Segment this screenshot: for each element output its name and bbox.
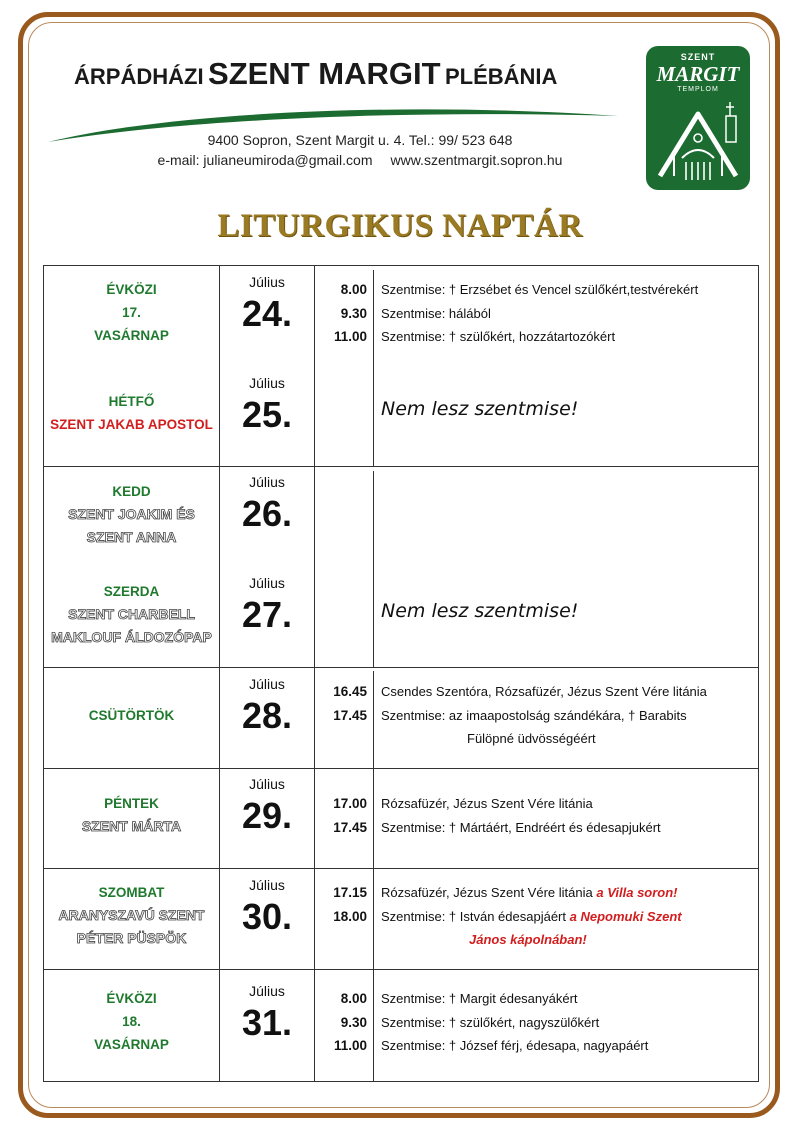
entries-28: Csendes Szentóra, Rózsafüzér, Jézus Szent Vére litánia Szentmise: az imaapostolság szándékára, † Barabits Fülöpné üdvösségéért (381, 684, 707, 746)
date-26: Július 26. (241, 474, 293, 534)
date-31: Július 31. (241, 983, 293, 1043)
calendar-heading: LITURGIKUS NAPTÁR (217, 208, 583, 244)
day-label-30: SZOMBAT ARANYSZAVÚ SZENT PÉTER PÜSPÖK (58, 885, 205, 946)
date-30: Július 30. (241, 877, 293, 937)
logo-line-2: MARGIT (656, 62, 740, 86)
times-30: 17.15 18.00 (333, 885, 367, 924)
date-29: Július 29. (241, 776, 293, 836)
times-29: 17.00 17.45 (333, 796, 367, 835)
parish-title (74, 56, 634, 92)
no-mass-note-25: Nem lesz szentmise! (381, 398, 579, 420)
day-label-28: CSÜTÖRTÖK (88, 708, 175, 723)
day-label-24: ÉVKÖZI 17. VASÁRNAP (94, 282, 169, 343)
schedule-table (43, 265, 759, 1082)
entries-30: Rózsafüzér, Jézus Szent Vére litánia a Villa soron! Szentmise: † István édesapjáért a Nepomuki Szent János kápolnában! (381, 885, 682, 947)
day-label-29: PÉNTEK SZENT MÁRTA (81, 796, 182, 834)
church-logo (646, 46, 750, 190)
postal-address: 9400 Sopron, Szent Margit u. 4. Tel.: 99/ 523 648 (207, 132, 513, 148)
title-suffix: PLÉBÁNIA (444, 64, 558, 89)
location-note-chapel: János kápolnában! (469, 932, 587, 947)
date-24: Július 24. (241, 274, 293, 334)
times-24: 8.00 9.30 11.00 (333, 282, 367, 344)
location-note-villa: a Villa soron! (596, 885, 678, 900)
location-note-nepomuki: a Nepomuki Szent (569, 908, 682, 924)
day-label-25: HÉTFŐ SZENT JAKAB APOSTOL (50, 394, 213, 432)
no-mass-note-27: Nem lesz szentmise! (381, 600, 579, 622)
date-25: Július 25. (241, 375, 293, 435)
entries-24: Szentmise: † Erzsébet és Vencel szülőkért,testvérekért Szentmise: hálából Szentmise: † szülőkért, hozzátartozókért (381, 282, 699, 344)
date-28: Július 28. (241, 676, 293, 736)
contact-block (110, 130, 610, 170)
church-icon (646, 96, 750, 190)
times-31: 8.00 9.30 11.00 (333, 991, 367, 1053)
date-27: Július 27. (241, 575, 293, 635)
logo-line-1: SZENT (680, 52, 716, 62)
website-text: www.szentmargit.sopron.hu (390, 152, 563, 168)
day-label-31: ÉVKÖZI 18. VASÁRNAP (94, 991, 169, 1052)
entries-31: Szentmise: † Margit édesanyákért Szentmise: † szülőkért, nagyszülőkért Szentmise: † József férj, édesapa, nagyapáért (381, 991, 649, 1053)
email-text: e-mail: julianeumiroda@gmail.com (157, 152, 373, 168)
times-28: 16.45 17.45 (333, 684, 367, 723)
logo-line-3: TEMPLOM (677, 86, 719, 93)
day-label-27: SZERDA SZENT CHARBELL MAKLOUF ÁLDOZÓPAP (51, 584, 212, 645)
title-prefix: ÁRPÁDHÁZI (74, 64, 204, 89)
title-main: SZENT MARGIT (208, 56, 441, 91)
day-label-26: KEDD SZENT JOAKIM ÉS SZENT ANNA (68, 484, 195, 545)
entries-29: Rózsafüzér, Jézus Szent Vére litánia Szentmise: † Mártáért, Endréért és édesapjukért (381, 796, 661, 835)
